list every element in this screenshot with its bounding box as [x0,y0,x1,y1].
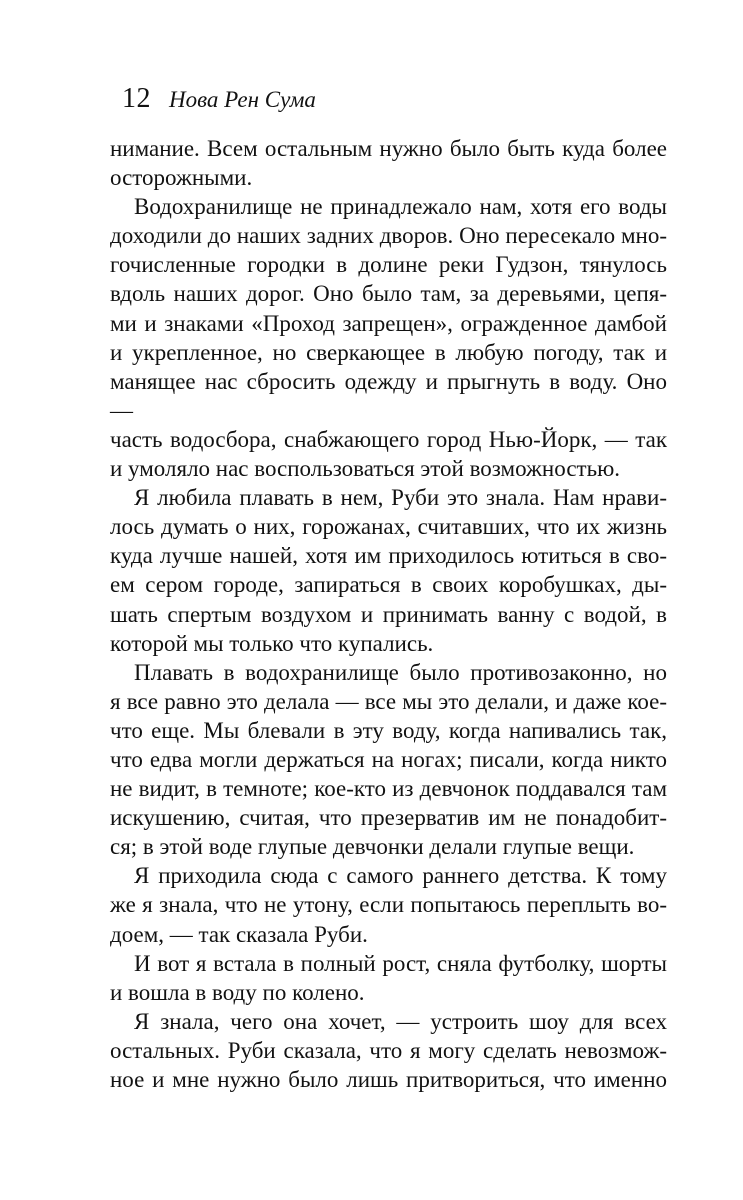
text-line: часть водосбора, снабжающего город Нью-Йорк, — так [110,426,667,452]
text-line: которой мы только что купались. [110,630,434,656]
paragraph [110,949,667,1007]
paragraph [110,1007,667,1094]
text-line: ем сером городе, запираться в своих коробушках, ды- [110,572,667,598]
text-line: что едва могли держаться на ногах; писали, когда никто [110,746,667,772]
text-line: и укрепленное, но сверкающее в любую погоду, так и [110,339,667,365]
page-number: 12 [122,83,151,114]
text-line: манящее нас сбросить одежду и прыгнуть в воду. Оно — [110,368,667,423]
text-line: куда лучше нашей, хотя им приходилось ютиться в сво- [110,543,667,569]
text-line: остальных. Руби сказала, что я могу сделать невозмож- [110,1037,667,1063]
text-line: И вот я встала в полный рост, сняла футболку, шорты [134,950,667,976]
paragraph [110,192,667,483]
text-line: искушению, считая, что презерватив им не понадобит- [110,805,667,831]
text-line: и умоляло нас воспользоваться этой возможностью. [110,456,620,482]
text-line: Водохранилище не принадлежало нам, хотя его воды [134,194,667,220]
running-header-author: Нова Рен Сума [169,87,316,112]
text-line: Я любила плавать в нем, Руби это знала. Нам нрави- [134,485,667,511]
text-line: гочисленные городки в долине реки Гудзон, тянулось [110,252,667,278]
text-line: же я знала, что не утону, если попытаюсь переплыть во- [110,892,667,918]
paragraph [110,483,667,658]
text-line: я все равно это делала — все мы это делали, и даже кое- [110,688,667,714]
paragraph [110,134,667,192]
text-line: и вошла в воду по колено. [110,979,365,1005]
text-line: нимание. Всем остальным нужно было быть куда более [110,136,667,161]
text-line: ное и мне нужно было лишь притвориться, что именно [110,1067,667,1092]
text-line: Я приходила сюда с самого раннего детства. К тому [134,863,667,889]
text-line: вдоль наших дорог. Оно было там, за деревьями, цепя- [110,281,667,307]
text-line: не видит, в темноте; кое-кто из девчонок поддавался там [110,776,667,802]
text-line: Плавать в водохранилище было противозаконно, но [134,659,667,685]
text-line: ся; в этой воде глупые девчонки делали глупые вещи. [110,834,635,860]
text-line: доходили до наших задних дворов. Оно пересекало мно- [110,223,667,249]
running-header [110,83,667,115]
text-line: доем, — так сказала Руби. [110,921,368,947]
text-line: ми и знаками «Проход запрещен», огражденное дамбой [110,310,667,336]
paragraph [110,658,667,862]
text-line: лось думать о них, горожанах, считавших, что их жизнь [110,514,667,540]
text-line: шать спертым воздухом и принимать ванну с водой, в [110,601,667,627]
body-text [110,134,667,1094]
paragraph [110,861,667,948]
text-line: осторожными. [110,165,253,191]
text-line: Я знала, чего она хочет, — устроить шоу для всех [134,1008,667,1034]
text-line: что еще. Мы блевали в эту воду, когда напивались так, [110,717,667,743]
